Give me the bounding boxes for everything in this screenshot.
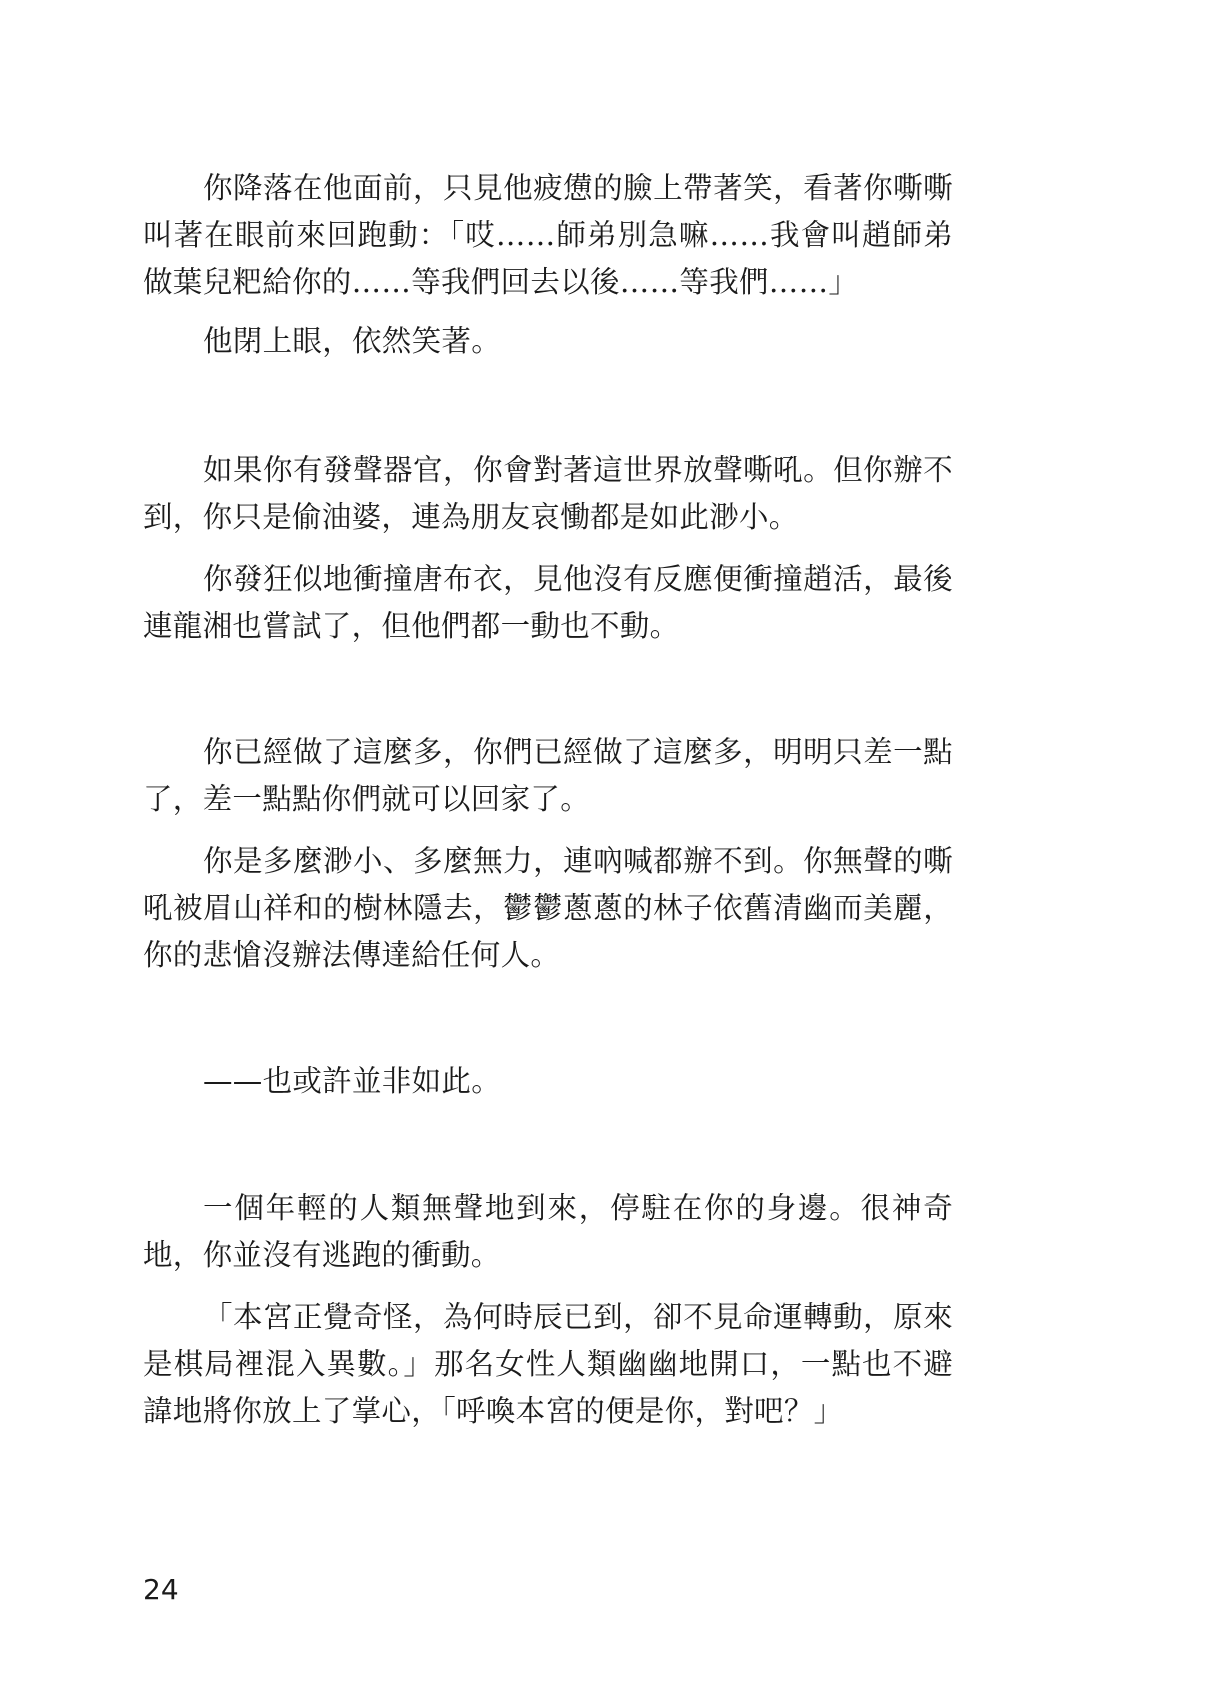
paragraph-7: ——也或許並非如此。 [203, 1064, 501, 1098]
paragraph-2: 他閉上眼，依然笑著。 [203, 324, 502, 358]
paragraph-1: 你降落在他面前，只見他疲憊的臉上帶著笑，看著你嘶嘶叫著在眼前來回跑動：「哎……師弟別急嘛……我會叫趙師弟做葉兒粑給你的……等我們回去以後……等我們……」 [143, 171, 953, 299]
paragraph-4: 你發狂似地衝撞唐布衣，見他沒有反應便衝撞趙活，最後連龍湘也嘗試了，但他們都一動也不動。 [143, 562, 953, 643]
paragraph-5: 你已經做了這麼多，你們已經做了這麼多，明明只差一點了，差一點點你們就可以回家了。 [143, 735, 953, 816]
page-number: 24 [143, 1573, 179, 1606]
paragraph-8: 一個年輕的人類無聲地到來，停駐在你的身邊。很神奇地，你並沒有逃跑的衝動。 [143, 1191, 953, 1272]
paragraph-6: 你是多麼渺小、多麼無力，連吶喊都辦不到。你無聲的嘶吼被眉山祥和的樹林隱去，鬱鬱蔥蔥的林子依舊清幽而美麗，你的悲愴沒辦法傳達給任何人。 [143, 844, 953, 972]
paragraph-9: 「本宮正覺奇怪，為何時辰已到，卻不見命運轉動，原來是棋局裡混入異數。」那名女性人類幽幽地開口，一點也不避諱地將你放上了掌心，「呼喚本宮的便是你，對吧？」 [143, 1300, 953, 1428]
paragraph-3: 如果你有發聲器官，你會對著這世界放聲嘶吼。但你辦不到，你只是偷油婆，連為朋友哀慟都是如此渺小。 [143, 453, 953, 534]
